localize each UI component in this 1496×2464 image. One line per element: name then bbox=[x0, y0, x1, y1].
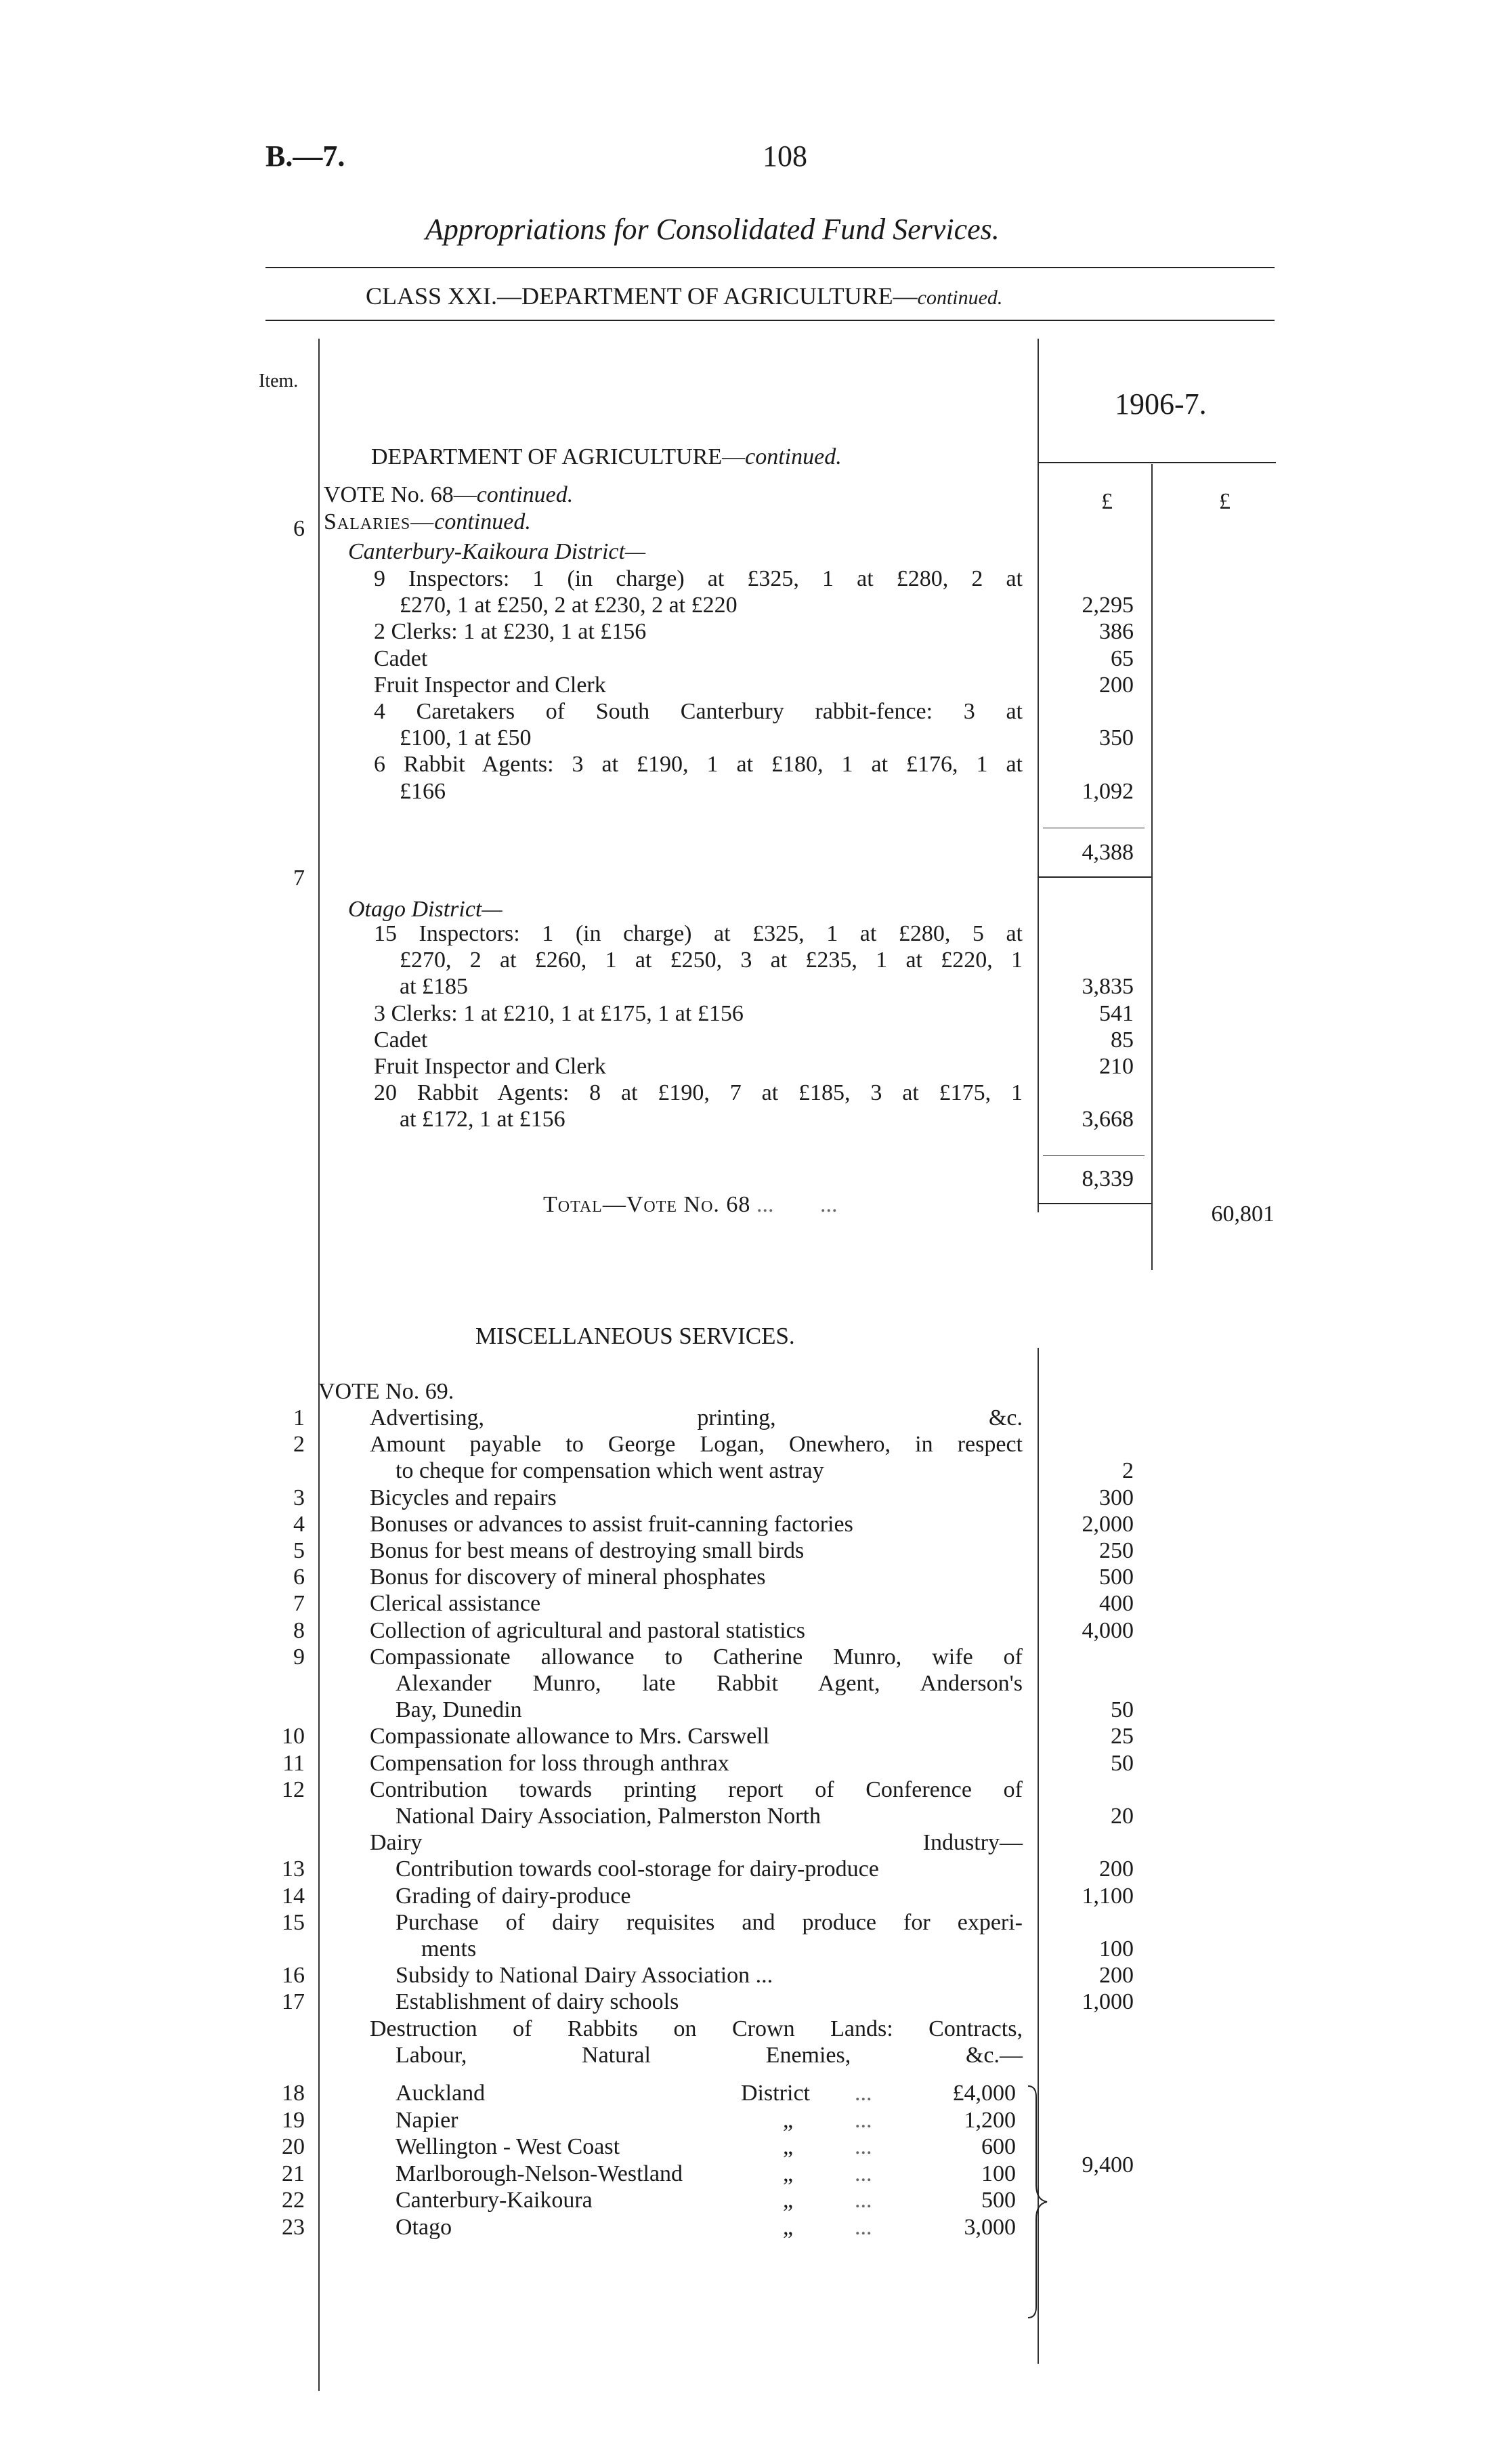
entry-text: National Dairy Association, Palmerston North bbox=[396, 1804, 821, 1829]
entry-text: 2 Clerks: 1 at £230, 1 at £156 bbox=[374, 619, 647, 645]
entry-amount: 100 bbox=[1099, 1936, 1134, 1961]
entry-text: at £185 bbox=[400, 974, 469, 1000]
item-number: 21 bbox=[282, 2161, 305, 2186]
entry-text: Fruit Inspector and Clerk bbox=[374, 672, 606, 698]
class-heading: CLASS XXI.—DEPARTMENT OF AGRICULTURE—continued. bbox=[366, 282, 1003, 310]
entry-text: Advertising, printing, &c. bbox=[370, 1405, 1023, 1430]
item-column-divider bbox=[318, 339, 320, 2391]
entry-text: Compensation for loss through anthrax bbox=[370, 1750, 729, 1776]
item-number: 10 bbox=[282, 1724, 305, 1749]
total-column-divider bbox=[1151, 464, 1153, 1270]
district-name: Canterbury-Kaikoura bbox=[396, 2188, 593, 2213]
entry-amount: 300 bbox=[1099, 1485, 1134, 1510]
item-number: 7 bbox=[293, 866, 305, 891]
vote-68-total-amount: 60,801 bbox=[1211, 1202, 1275, 1227]
item-number: 2 bbox=[293, 1432, 305, 1458]
amount-column-divider bbox=[1038, 339, 1039, 1212]
header-rule-bottom bbox=[265, 320, 1275, 321]
item-number: 1 bbox=[293, 1405, 305, 1430]
vote-68-heading: VOTE No. 68—continued. bbox=[324, 482, 574, 507]
item-number: 15 bbox=[282, 1909, 305, 1935]
entry-text: Purchase of dairy requisites and produce for experi- bbox=[396, 1909, 1023, 1935]
entry-amount: 2,295 bbox=[1082, 593, 1134, 618]
district-name: Otago bbox=[396, 2214, 452, 2240]
district-mark: „ bbox=[783, 2161, 794, 2186]
entry-text: £270, 2 at £260, 1 at £250, 3 at £235, 1 at £220, 1 bbox=[400, 948, 1023, 973]
item-number: 14 bbox=[282, 1883, 305, 1909]
entry-text: 20 Rabbit Agents: 8 at £190, 7 at £185, 3 at £175, 1 bbox=[374, 1080, 1023, 1106]
item-number: 16 bbox=[282, 1963, 305, 1989]
entry-amount: 3,668 bbox=[1082, 1107, 1134, 1132]
entry-text: £100, 1 at £50 bbox=[400, 725, 532, 751]
item-number: 8 bbox=[293, 1617, 305, 1643]
district-mark: „ bbox=[783, 2214, 794, 2240]
entry-text: Cadet bbox=[374, 1027, 428, 1053]
item-number: 11 bbox=[282, 1750, 305, 1776]
entry-text: to cheque for compensation which went astray bbox=[396, 1458, 824, 1484]
item-number: 6 bbox=[293, 1565, 305, 1590]
year-column-header: 1906-7. bbox=[1115, 387, 1207, 421]
entry-text: Fruit Inspector and Clerk bbox=[374, 1054, 606, 1079]
entry-text: Establishment of dairy schools bbox=[396, 1989, 679, 2015]
district-mark: „ bbox=[783, 2134, 794, 2159]
entry-amount: 1,092 bbox=[1082, 778, 1134, 804]
item-number: 3 bbox=[293, 1485, 305, 1510]
leaders: ... bbox=[855, 2214, 872, 2240]
entry-text: at £172, 1 at £156 bbox=[400, 1107, 565, 1132]
salaries-heading: Salaries—continued. bbox=[324, 509, 531, 534]
entry-text: Bonus for best means of destroying small birds bbox=[370, 1538, 805, 1563]
entry-amount: 2,000 bbox=[1082, 1511, 1134, 1537]
entry-text: Amount payable to George Logan, Onewhero, in respect bbox=[370, 1432, 1023, 1458]
entry-text: 6 Rabbit Agents: 3 at £190, 1 at £180, 1 at £176, 1 at bbox=[374, 752, 1023, 778]
entry-text: ments bbox=[421, 1936, 477, 1961]
district-amount: 600 bbox=[981, 2134, 1016, 2159]
item-number: 5 bbox=[293, 1538, 305, 1563]
entry-text: Cadet bbox=[374, 645, 428, 671]
pound-sign-amount: £ bbox=[1101, 489, 1113, 514]
entry-text: Compassionate allowance to Catherine Munro, wife of bbox=[370, 1644, 1023, 1670]
vote-69-heading: VOTE No. 69. bbox=[318, 1379, 454, 1404]
entry-amount: 400 bbox=[1099, 1591, 1134, 1617]
leaders: ... bbox=[855, 2161, 872, 2186]
year-rule bbox=[1038, 462, 1276, 463]
entry-text: 15 Inspectors: 1 (in charge) at £325, 1 at £280, 5 at bbox=[374, 921, 1023, 946]
entry-text: Compassionate allowance to Mrs. Carswell bbox=[370, 1724, 770, 1749]
leaders: ... bbox=[855, 2107, 872, 2133]
page-reference: B.—7. bbox=[265, 140, 345, 173]
entry-text: Bicycles and repairs bbox=[370, 1485, 557, 1510]
entry-text: 9 Inspectors: 1 (in charge) at £325, 1 at £280, 2 at bbox=[374, 566, 1023, 591]
district-amount: 100 bbox=[981, 2161, 1016, 2186]
entry-amount: 85 bbox=[1111, 1027, 1134, 1053]
entry-text: Contribution towards printing report of Conference of bbox=[370, 1777, 1023, 1802]
district-amount: 3,000 bbox=[964, 2214, 1016, 2240]
entry-text: Labour, Natural Enemies, &c.— bbox=[396, 2042, 1023, 2068]
entry-amount: 4,000 bbox=[1082, 1617, 1134, 1643]
header-rule-top bbox=[265, 267, 1275, 268]
entry-text: Destruction of Rabbits on Crown Lands: Contracts, bbox=[370, 2016, 1023, 2041]
entry-text: Bonus for discovery of mineral phosphates bbox=[370, 1565, 766, 1590]
item-number: 18 bbox=[282, 2081, 305, 2106]
item-number: 13 bbox=[282, 1856, 305, 1882]
entry-amount: 200 bbox=[1099, 1856, 1134, 1882]
entry-amount: 1,000 bbox=[1082, 1989, 1134, 2015]
canterbury-subtotal: 4,388 bbox=[1082, 840, 1134, 865]
rabbit-districts-total: 9,400 bbox=[1082, 2152, 1134, 2178]
page-title: Appropriations for Consolidated Fund Services. bbox=[425, 213, 1000, 246]
otago-subtotal: 8,339 bbox=[1082, 1166, 1134, 1191]
pound-sign-total: £ bbox=[1219, 489, 1231, 514]
item-number: 6 bbox=[293, 516, 305, 541]
page-number: 108 bbox=[763, 140, 807, 173]
entry-text: 3 Clerks: 1 at £210, 1 at £175, 1 at £156 bbox=[374, 1000, 744, 1026]
leaders: ... bbox=[855, 2188, 872, 2213]
leaders: ... bbox=[855, 2081, 872, 2106]
district-amount: 500 bbox=[981, 2188, 1016, 2213]
item-column-header: Item. bbox=[259, 370, 299, 391]
entry-amount: 500 bbox=[1099, 1565, 1134, 1590]
subtotal-rule bbox=[1043, 1155, 1145, 1156]
entry-amount: 3,835 bbox=[1082, 974, 1134, 1000]
item-number: 17 bbox=[282, 1989, 305, 2015]
entry-text: £270, 1 at £250, 2 at £230, 2 at £220 bbox=[400, 593, 738, 618]
entry-text: Grading of dairy-produce bbox=[396, 1883, 631, 1909]
entry-text: £166 bbox=[400, 778, 446, 804]
brace-bracket bbox=[1024, 2083, 1051, 2320]
misc-services-heading: MISCELLANEOUS SERVICES. bbox=[475, 1323, 795, 1349]
entry-amount: 541 bbox=[1099, 1000, 1134, 1026]
dept-heading: DEPARTMENT OF AGRICULTURE—continued. bbox=[371, 444, 842, 469]
entry-text: Contribution towards cool-storage for dairy-produce bbox=[396, 1856, 879, 1882]
district-name: Napier bbox=[396, 2107, 458, 2133]
leaders: ... bbox=[855, 2134, 872, 2159]
entry-text: Clerical assistance bbox=[370, 1591, 541, 1617]
entry-text: Dairy Industry— bbox=[370, 1830, 1023, 1856]
entry-text: Subsidy to National Dairy Association ... bbox=[396, 1963, 773, 1989]
district-mark: „ bbox=[783, 2107, 794, 2133]
district-name: Auckland bbox=[396, 2081, 486, 2106]
entry-amount: 20 bbox=[1111, 1804, 1134, 1829]
entry-amount: 25 bbox=[1111, 1724, 1134, 1749]
entry-amount: 65 bbox=[1111, 645, 1134, 671]
entry-amount: 1,100 bbox=[1082, 1883, 1134, 1909]
item-number: 7 bbox=[293, 1591, 305, 1617]
item-number: 22 bbox=[282, 2188, 305, 2213]
entry-amount: 210 bbox=[1099, 1054, 1134, 1079]
entry-amount: 2 bbox=[1122, 1458, 1134, 1484]
district-name: Marlborough-Nelson-Westland bbox=[396, 2161, 683, 2186]
entry-amount: 386 bbox=[1099, 619, 1134, 645]
district-name: Wellington - West Coast bbox=[396, 2134, 620, 2159]
item-number: 4 bbox=[293, 1511, 305, 1537]
entry-amount: 50 bbox=[1111, 1697, 1134, 1723]
entry-amount: 200 bbox=[1099, 672, 1134, 698]
vote-68-total-label: Total—Vote No. 68 ... ... bbox=[543, 1192, 838, 1217]
district-heading: Otago District— bbox=[348, 897, 503, 922]
district-mark: „ bbox=[783, 2188, 794, 2213]
item-number: 12 bbox=[282, 1777, 305, 1802]
district-amount: 1,200 bbox=[964, 2107, 1016, 2133]
entry-text: Alexander Munro, late Rabbit Agent, Anderson's bbox=[396, 1671, 1023, 1696]
item-number: 23 bbox=[282, 2214, 305, 2240]
entry-text: Bonuses or advances to assist fruit-canning factories bbox=[370, 1511, 853, 1537]
district-heading: Canterbury-Kaikoura District— bbox=[348, 539, 646, 564]
entry-text: Collection of agricultural and pastoral statistics bbox=[370, 1617, 805, 1643]
entry-amount: 50 bbox=[1111, 1750, 1134, 1776]
item-number: 9 bbox=[293, 1644, 305, 1670]
district-amount: £4,000 bbox=[952, 2081, 1016, 2106]
entry-text: 4 Caretakers of South Canterbury rabbit-fence: 3 at bbox=[374, 699, 1023, 724]
entry-amount: 350 bbox=[1099, 725, 1134, 751]
entry-amount: 200 bbox=[1099, 1963, 1134, 1989]
subtotal-double-rule bbox=[1038, 876, 1151, 878]
item-number: 19 bbox=[282, 2107, 305, 2133]
district-mark: District bbox=[741, 2081, 810, 2106]
item-number: 20 bbox=[282, 2134, 305, 2159]
subtotal-double-rule bbox=[1038, 1203, 1151, 1204]
entry-text: Bay, Dunedin bbox=[396, 1697, 522, 1723]
entry-amount: 250 bbox=[1099, 1538, 1134, 1563]
